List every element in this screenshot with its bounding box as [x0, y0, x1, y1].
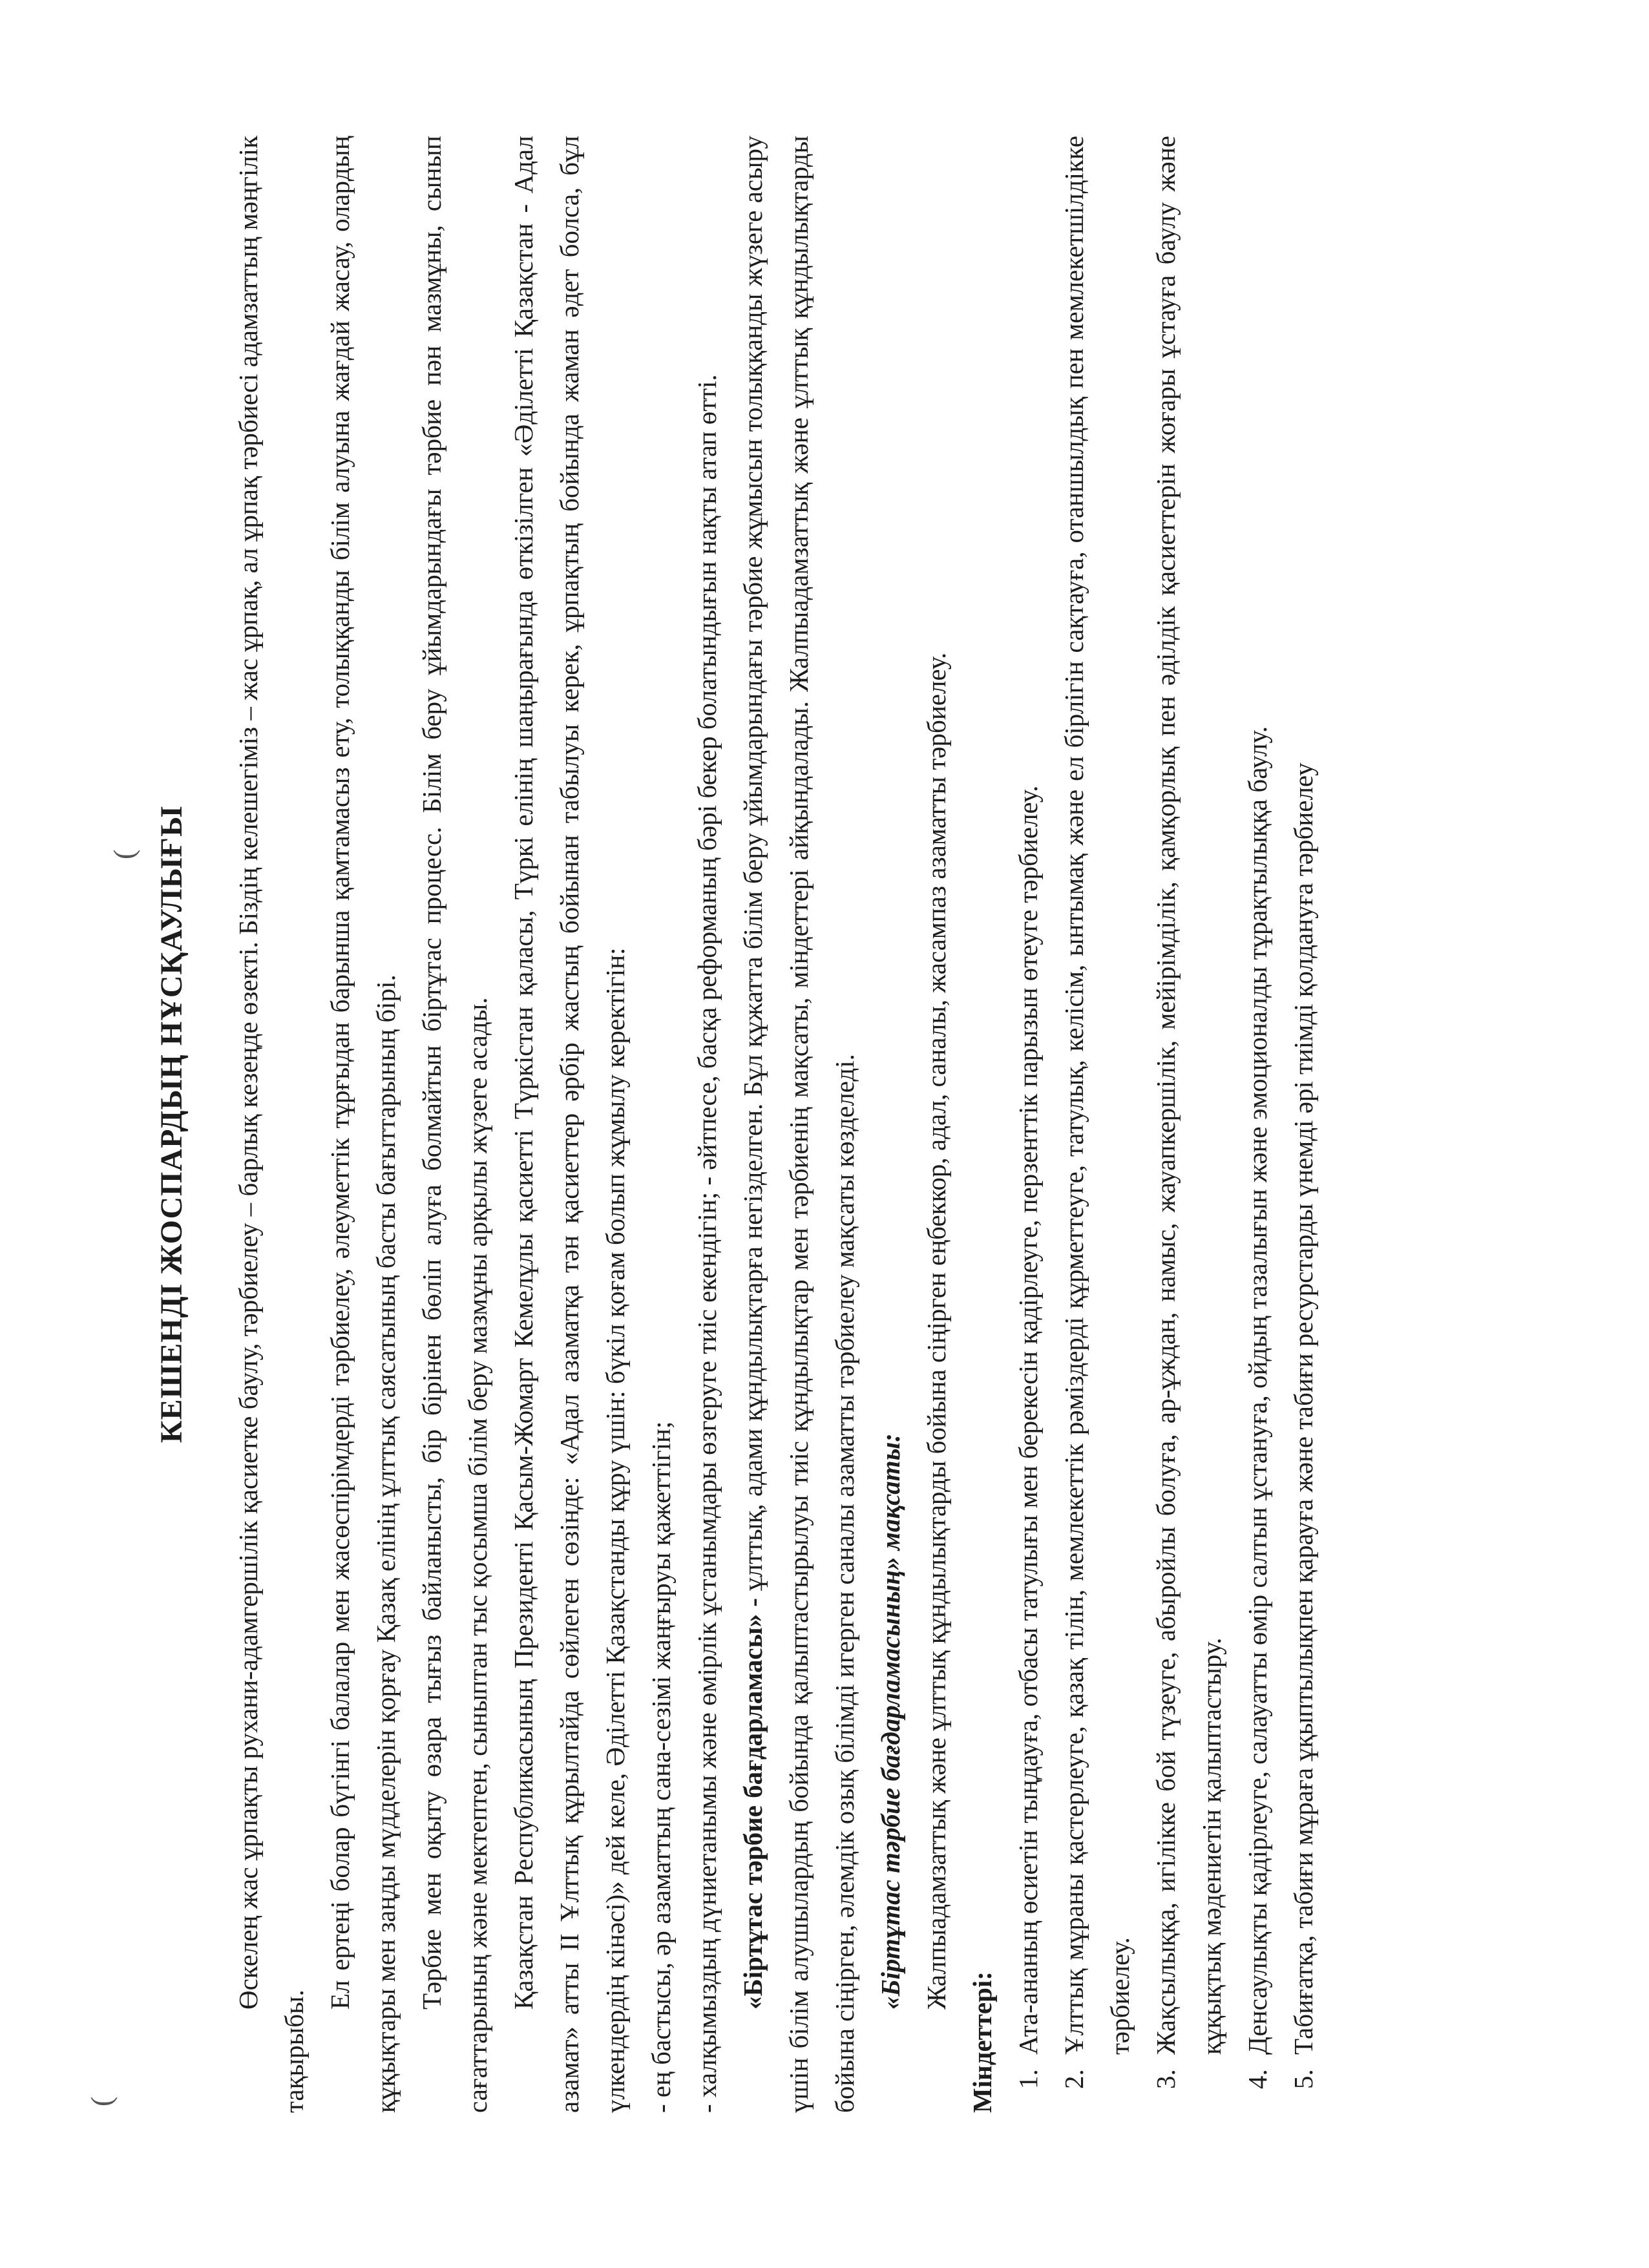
document-body: [149, 136, 1327, 2113]
paragraph-program: [730, 136, 868, 2113]
task-item: 4. Денсаулықты қадірлеуге, салауатты өмір салтын ұстануға, ойдың тазалығын және эмоционалды тұрақтылыққа баулу.: [1235, 136, 1281, 2063]
paragraph-intro: Өскелең жас ұрпақты рухани-адамгершілік қасиетке баулу, тәрбиелеу – барлық кезеңде өзекті. Біздің келешегіміз – жас ұрпақ, ал ұрпақ тәрбиесі адамзаттың мәңгілік тақырыбы.: [233, 136, 309, 2113]
document-title: КЕШЕНДІ ЖОСПАРДЫҢ НҰСҚАУЛЫҒЫ: [154, 805, 189, 1444]
paragraph-education: Тәрбие мен оқыту өзара тығыз байланысты, бір бірінен бөліп алуға болмайтын біртұтас процесс. Білім беру ұйымдарындағы тәрбие пән мазмұны, сынып сағаттарының және мектептен, сыныптан тыс қосымша білім беру мазмұны арқылы жүзеге асады.: [417, 136, 492, 2113]
program-name: «Біртұтас тәрбие бағдарламасы» -: [738, 1598, 768, 2010]
goal-text: Жалпыадамзаттық және ұлттық құндылықтарды бойына сіңірген еңбеккор, адал, саналы, жасампаз азаматты тәрбиелеу.: [921, 652, 951, 2010]
dash-item-2: - халқымыздың дүниетанымы және өмірлік ұстанымдары өзгеруге тиіс екендігін; - әйтпесе, басқа реформаның бәрі бекер болатындығын нақты атап өтті.: [692, 374, 722, 2113]
task-item: 3. Жақсылыққа, игілікке бой түзеуге, абыройлы болуға, ар-ұждан, намыс, жауапкершілік, мейірімділік, қамқорлық пен әділдік қасиеттерін жоғары ұстауға баулу және құқықтық мәдениетін қалыптастыру.: [1143, 136, 1235, 2063]
program-description: ұлттық, адами құндылықтарға негізделген. Бұл құжатта білім беру ұйымдарындағы тәрбие жұмысын толыққанды жүзеге асыру үшін білім алушылардың бойында қалыптастырылуы тиіс құндылықтар мен тәрбиенің мақсаты, міндеттері айқындалады. Жалпыадамзаттық және ұлттық құндылықтарды бойына сіңірген, әлемдік озық білімді игерген саналы азаматты тәрбиелеу мақсаты көзделеді.: [738, 136, 859, 2113]
paragraph-future: Ел ертеңі болар бүгінгі балалар мен жасөспірімдерді тәрбиелеу, әлеуметтік тұрғыдан барынша қамтамасыз ету, толыққанды білім алуына жағдай жасау, олардың құқықтары мен заңды мүдделерін қорғау Қазақ елінің ұлттық саясатының басты бағыттарының бірі.: [325, 136, 401, 2113]
scan-mark-1: (: [85, 2096, 118, 2106]
task-item: 2. Ұлттық мұраны қастерлеуге, қазақ тілін, мемлекеттік рәміздерді құрметтеуге, татулық, келісім, ынтымақ және ел бірлігін сақтауға, отаншылдық пен мемлекетшілдікке тәрбиелеу.: [1051, 136, 1143, 2063]
scan-mark-2: (: [107, 849, 140, 859]
dash-item-1: - ең бастысы, әр азаматтың сана-сезімі жаңғыруы қажеттігін;: [646, 1421, 676, 2113]
task-item: 5. Табиғатқа, табиғи мұраға ұқыптылықпен қарауға және табиғи ресурстарды үнемді әрі тиімді қолдануға тәрбиелеу: [1281, 136, 1327, 2063]
task-item: 1. Ата-ананың өсиетін тыңдауға, отбасы татулығы мен берекесін қадірлеуге, перзенттік парызын өтеуге тәрбиелеу.: [1005, 136, 1051, 2063]
tasks-list: [1005, 136, 1327, 2113]
tasks-title: Міндеттері:: [967, 1971, 997, 2113]
paragraph-president: Қазақстан Республикасының Президенті Қасым-Жомарт Кемелұлы қасиетті Түркістан қаласы, Түркі елінің шаңырағында өткізілген «Әділетті Қазақстан - Адал азамат» атты ІІ Ұлттық құрылтайда сөйлеген сөзінде: «Адал азаматқа тән қасиеттер әрбір жастың бойынан табылуы керек, ұрпақтың бойында жаман әдет болса, бұл үлкендердің кінәсі)» дей келе, Әділетті Қазақстанды құру үшін: бүкіл қоғам болып жұмылу керектігін:: [509, 136, 630, 2113]
goal-heading: «Біртұтас тәрбие бағдарламасының» мақсаты:: [876, 1433, 905, 2010]
